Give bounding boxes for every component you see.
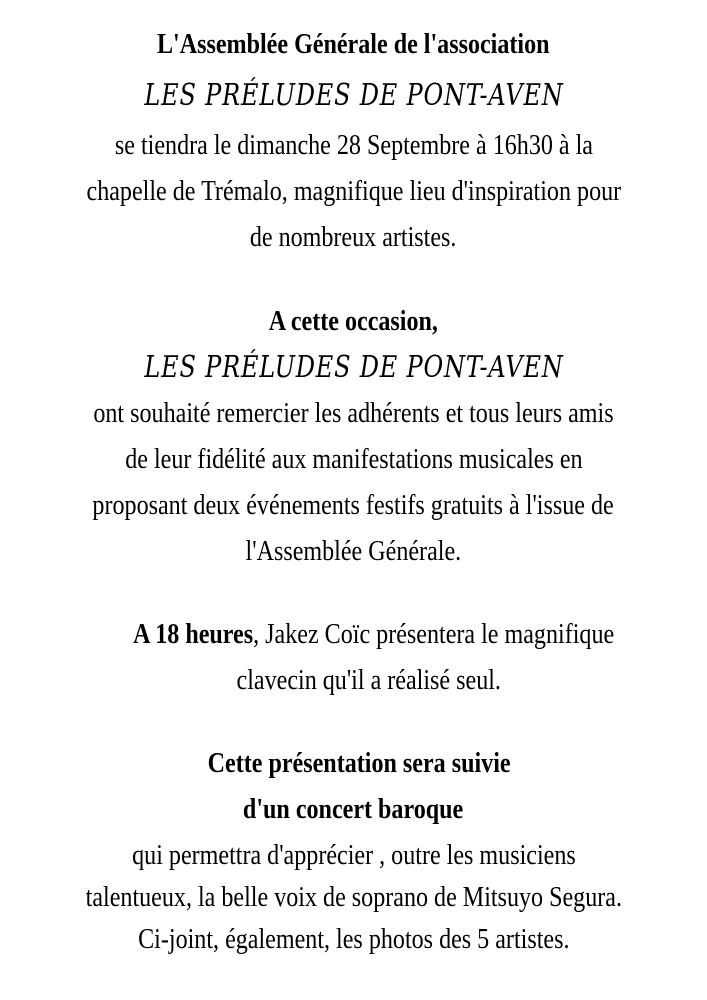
intro-line: de nombreux artistes. [250,222,457,253]
intro-line: chapelle de Trémalo, magnifique lieu d'inspiration pour [86,176,621,207]
intro-line: se tiendra le dimanche 28 Septembre à 16h30 à la [114,130,593,161]
concert-line: talentueux, la belle voix de soprano de Mitsuyo Segura. [85,882,622,913]
occasion-heading: A cette occasion, [268,306,439,337]
thanks-line: proposant deux événements festifs gratuits à l'issue de [92,490,615,521]
presentation-text: , Jakez Coïc présentera le magnifique [252,619,615,650]
concert-line: Ci-joint, également, les photos des 5 artistes. [137,924,570,955]
association-name-heading: LES PRÉLUDES DE PONT-AVEN [143,350,564,385]
presentation-time: A 18 heures [132,619,253,650]
concert-heading: d'un concert baroque [243,794,464,825]
presentation-line: clavecin qu'il a réalisé seul. [236,665,501,696]
thanks-line: l'Assemblée Générale. [245,536,462,567]
concert-heading: Cette présentation sera suivie [208,748,511,779]
presentation-line [0,617,707,653]
notice-title: L'Assemblée Générale de l'association [157,29,550,60]
thanks-line: ont souhaité remercier les adhérents et tous leurs amis [93,398,614,429]
thanks-line: de leur fidélité aux manifestations musicales en [124,444,583,475]
association-name-heading: LES PRÉLUDES DE PONT-AVEN [143,78,564,113]
concert-line: qui permettra d'apprécier , outre les musiciens [131,840,576,871]
